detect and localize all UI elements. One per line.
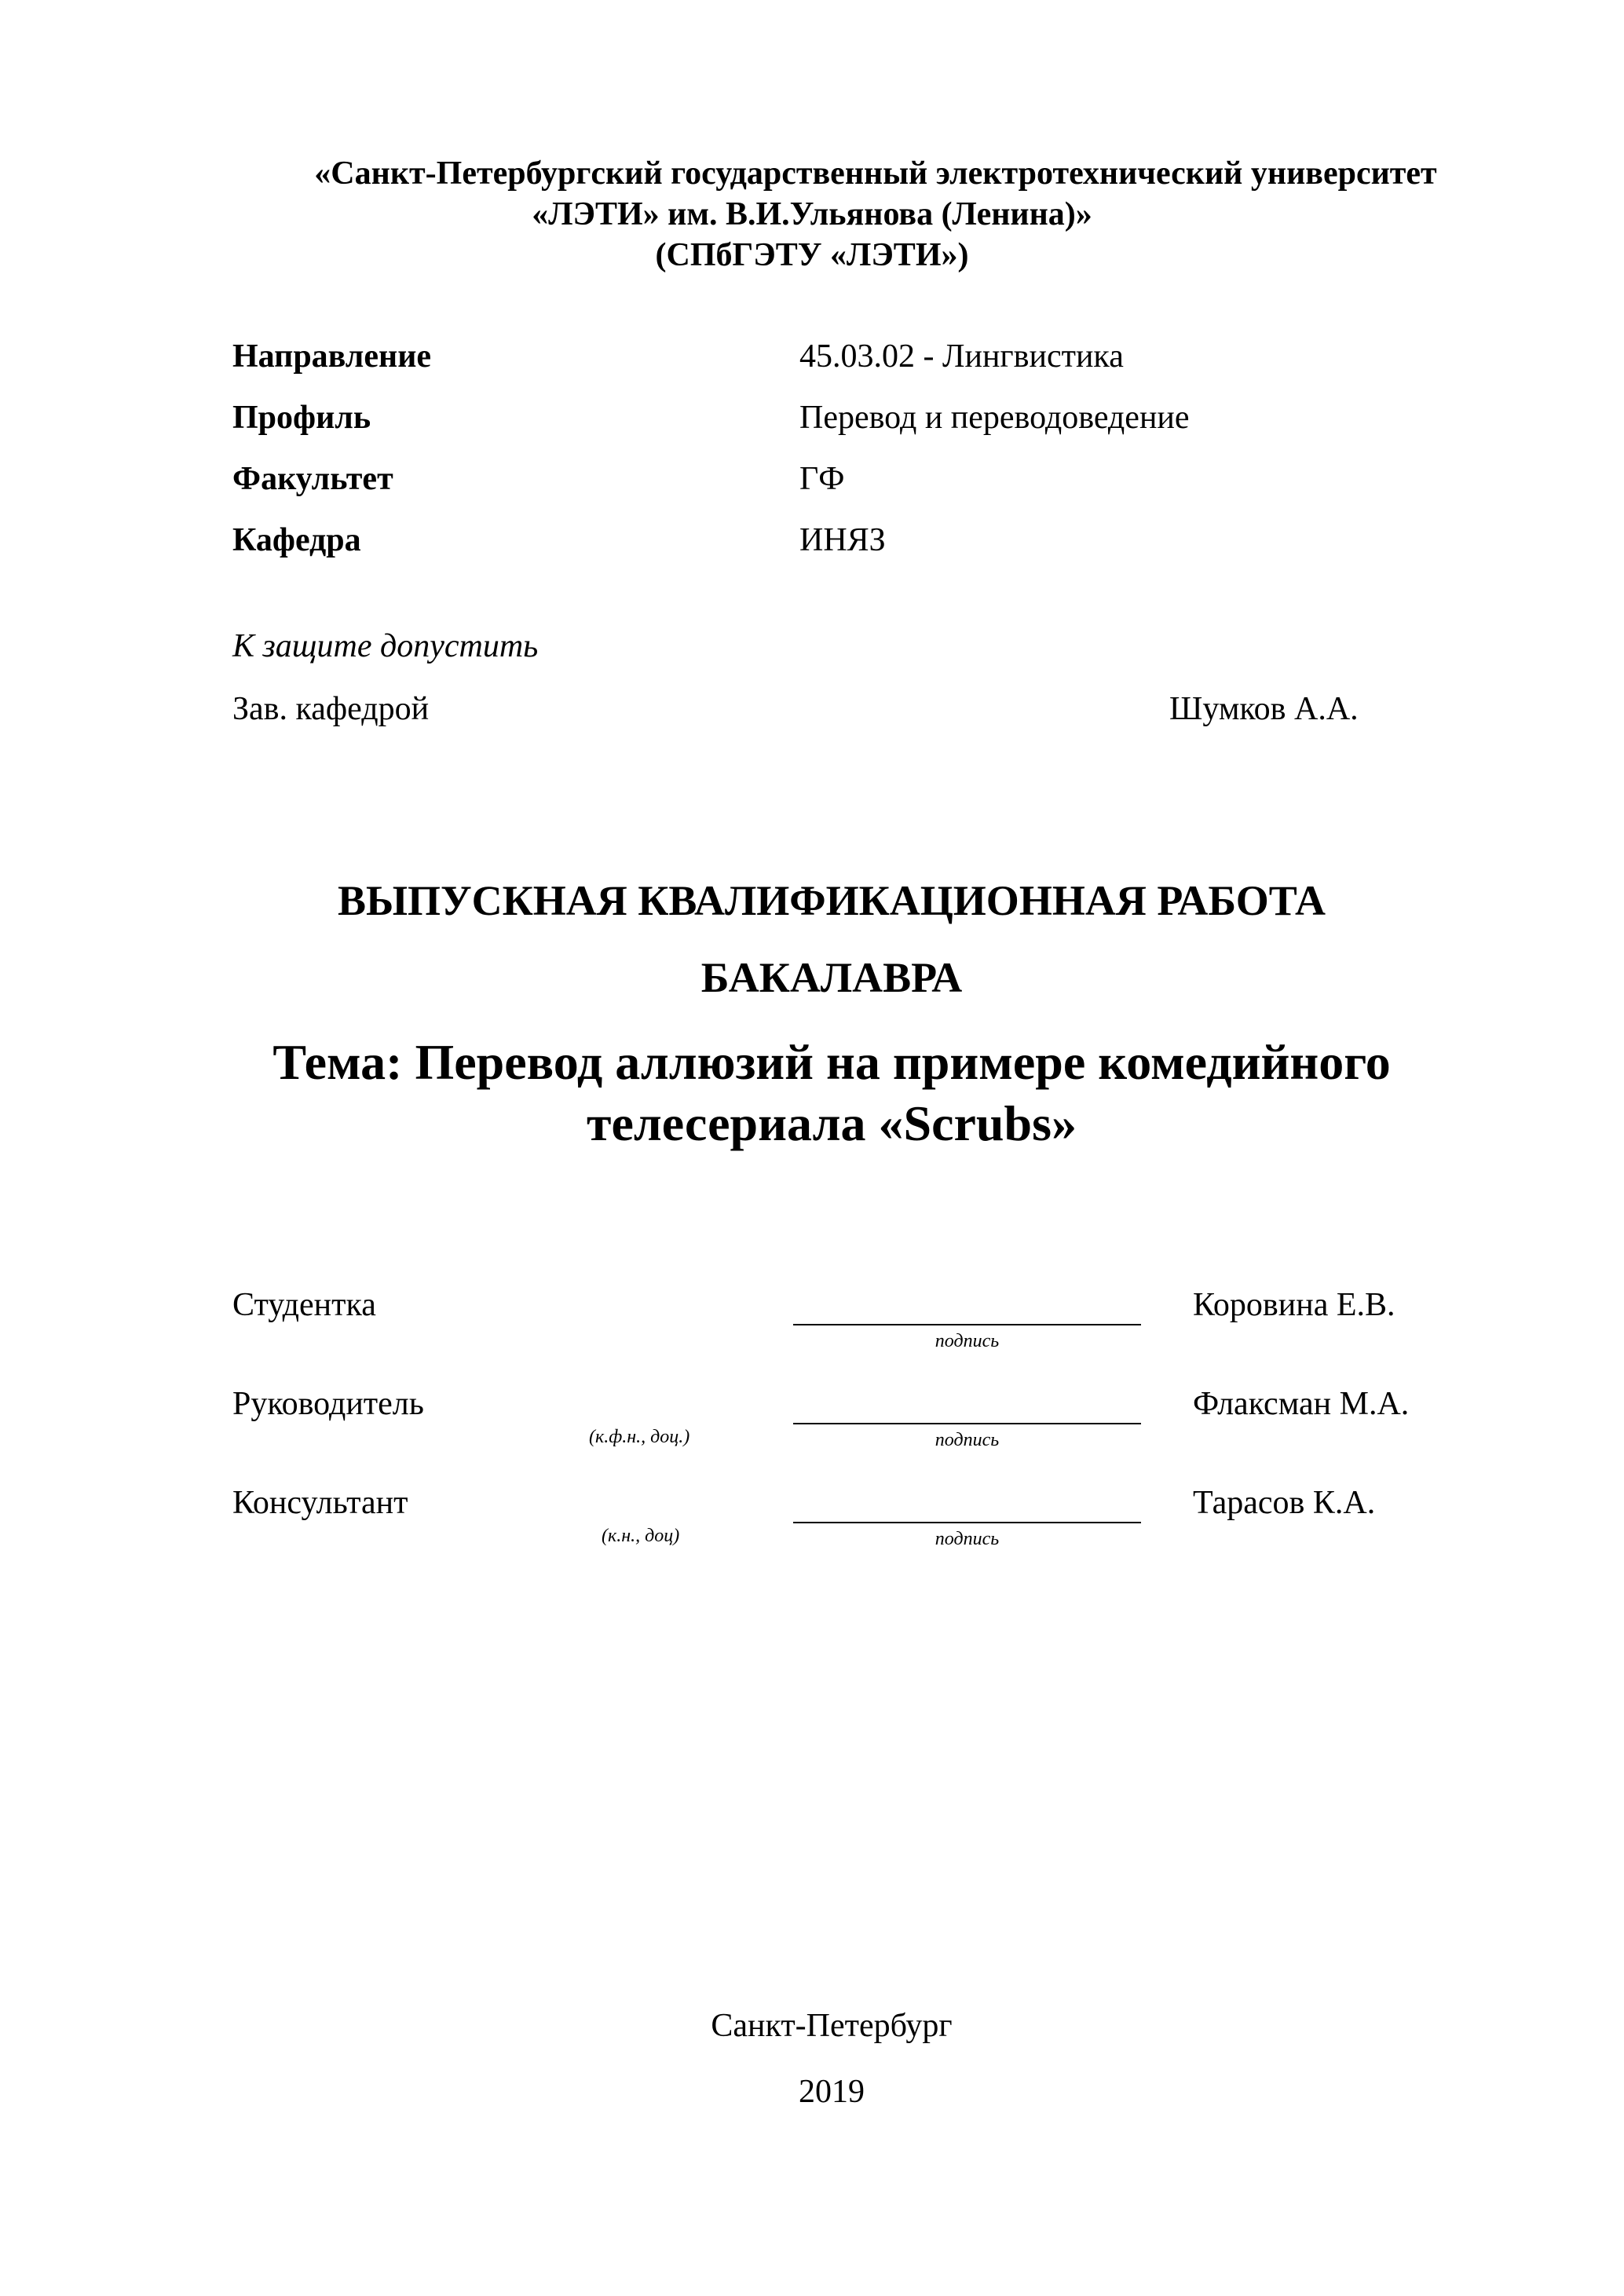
program-info	[232, 336, 1410, 581]
info-row-faculty	[232, 459, 1410, 520]
work-topic-line: телесериала «Scrubs»	[587, 1095, 1077, 1151]
approval-name: Шумков А.А.	[1169, 691, 1359, 727]
signature-name: Тарасов К.А.	[1193, 1485, 1376, 1521]
signature-name: Флаксман М.А.	[1193, 1386, 1410, 1422]
university-header	[0, 153, 1624, 276]
signature-role: Консультант	[232, 1485, 408, 1521]
city: Санкт-Петербург	[711, 2008, 953, 2044]
signature-row-consultant	[232, 1483, 1489, 1581]
approval-title: К защите допустить	[232, 628, 539, 664]
approval-role: Зав. кафедрой	[232, 691, 430, 727]
signature-caption: подпись	[935, 1331, 1000, 1351]
work-title-block	[0, 862, 1624, 1154]
signature-caption: подпись	[935, 1430, 1000, 1450]
work-topic-line: Тема: Перевод аллюзий на примере комедийного	[272, 1034, 1391, 1090]
university-name-line: «Санкт-Петербургский государственный электротехнический университет	[314, 155, 1437, 192]
year: 2019	[799, 2074, 865, 2110]
info-value: Перевод и переводоведение	[799, 400, 1190, 436]
university-abbreviation: (СПбГЭТУ «ЛЭТИ»)	[655, 237, 969, 273]
approval-row	[232, 689, 1410, 729]
signature-line	[793, 1423, 1141, 1424]
info-value: ГФ	[799, 461, 845, 497]
info-value: ИНЯЗ	[799, 522, 886, 558]
signature-role: Студентка	[232, 1287, 376, 1323]
work-type-line: ВЫПУСКНАЯ КВАЛИФИКАЦИОННАЯ РАБОТА	[337, 877, 1326, 924]
signature-role: Руководитель	[232, 1386, 424, 1422]
signature-degree: (к.ф.н., доц.)	[589, 1427, 690, 1447]
signature-caption: подпись	[935, 1529, 1000, 1549]
signatures-block	[232, 1285, 1489, 1581]
signature-row-supervisor	[232, 1384, 1489, 1483]
footer	[0, 2005, 1624, 2112]
signature-row-student	[232, 1285, 1489, 1384]
info-row-direction	[232, 336, 1410, 397]
work-topic	[0, 1032, 1624, 1154]
info-label: Направление	[232, 338, 432, 375]
work-type-line: БАКАЛАВРА	[700, 954, 963, 1001]
info-value: 45.03.02 - Лингвистика	[799, 338, 1124, 375]
signature-line	[793, 1324, 1141, 1325]
info-label: Кафедра	[232, 522, 361, 558]
approval-block	[232, 626, 1410, 729]
info-row-profile	[232, 397, 1410, 459]
info-label: Профиль	[232, 400, 371, 436]
info-row-department	[232, 520, 1410, 581]
signature-degree: (к.н., доц)	[602, 1526, 680, 1546]
info-label: Факультет	[232, 461, 393, 497]
university-name-line: «ЛЭТИ» им. В.И.Ульянова (Ленина)»	[532, 196, 1092, 232]
signature-name: Коровина Е.В.	[1193, 1287, 1395, 1323]
signature-line	[793, 1522, 1141, 1523]
